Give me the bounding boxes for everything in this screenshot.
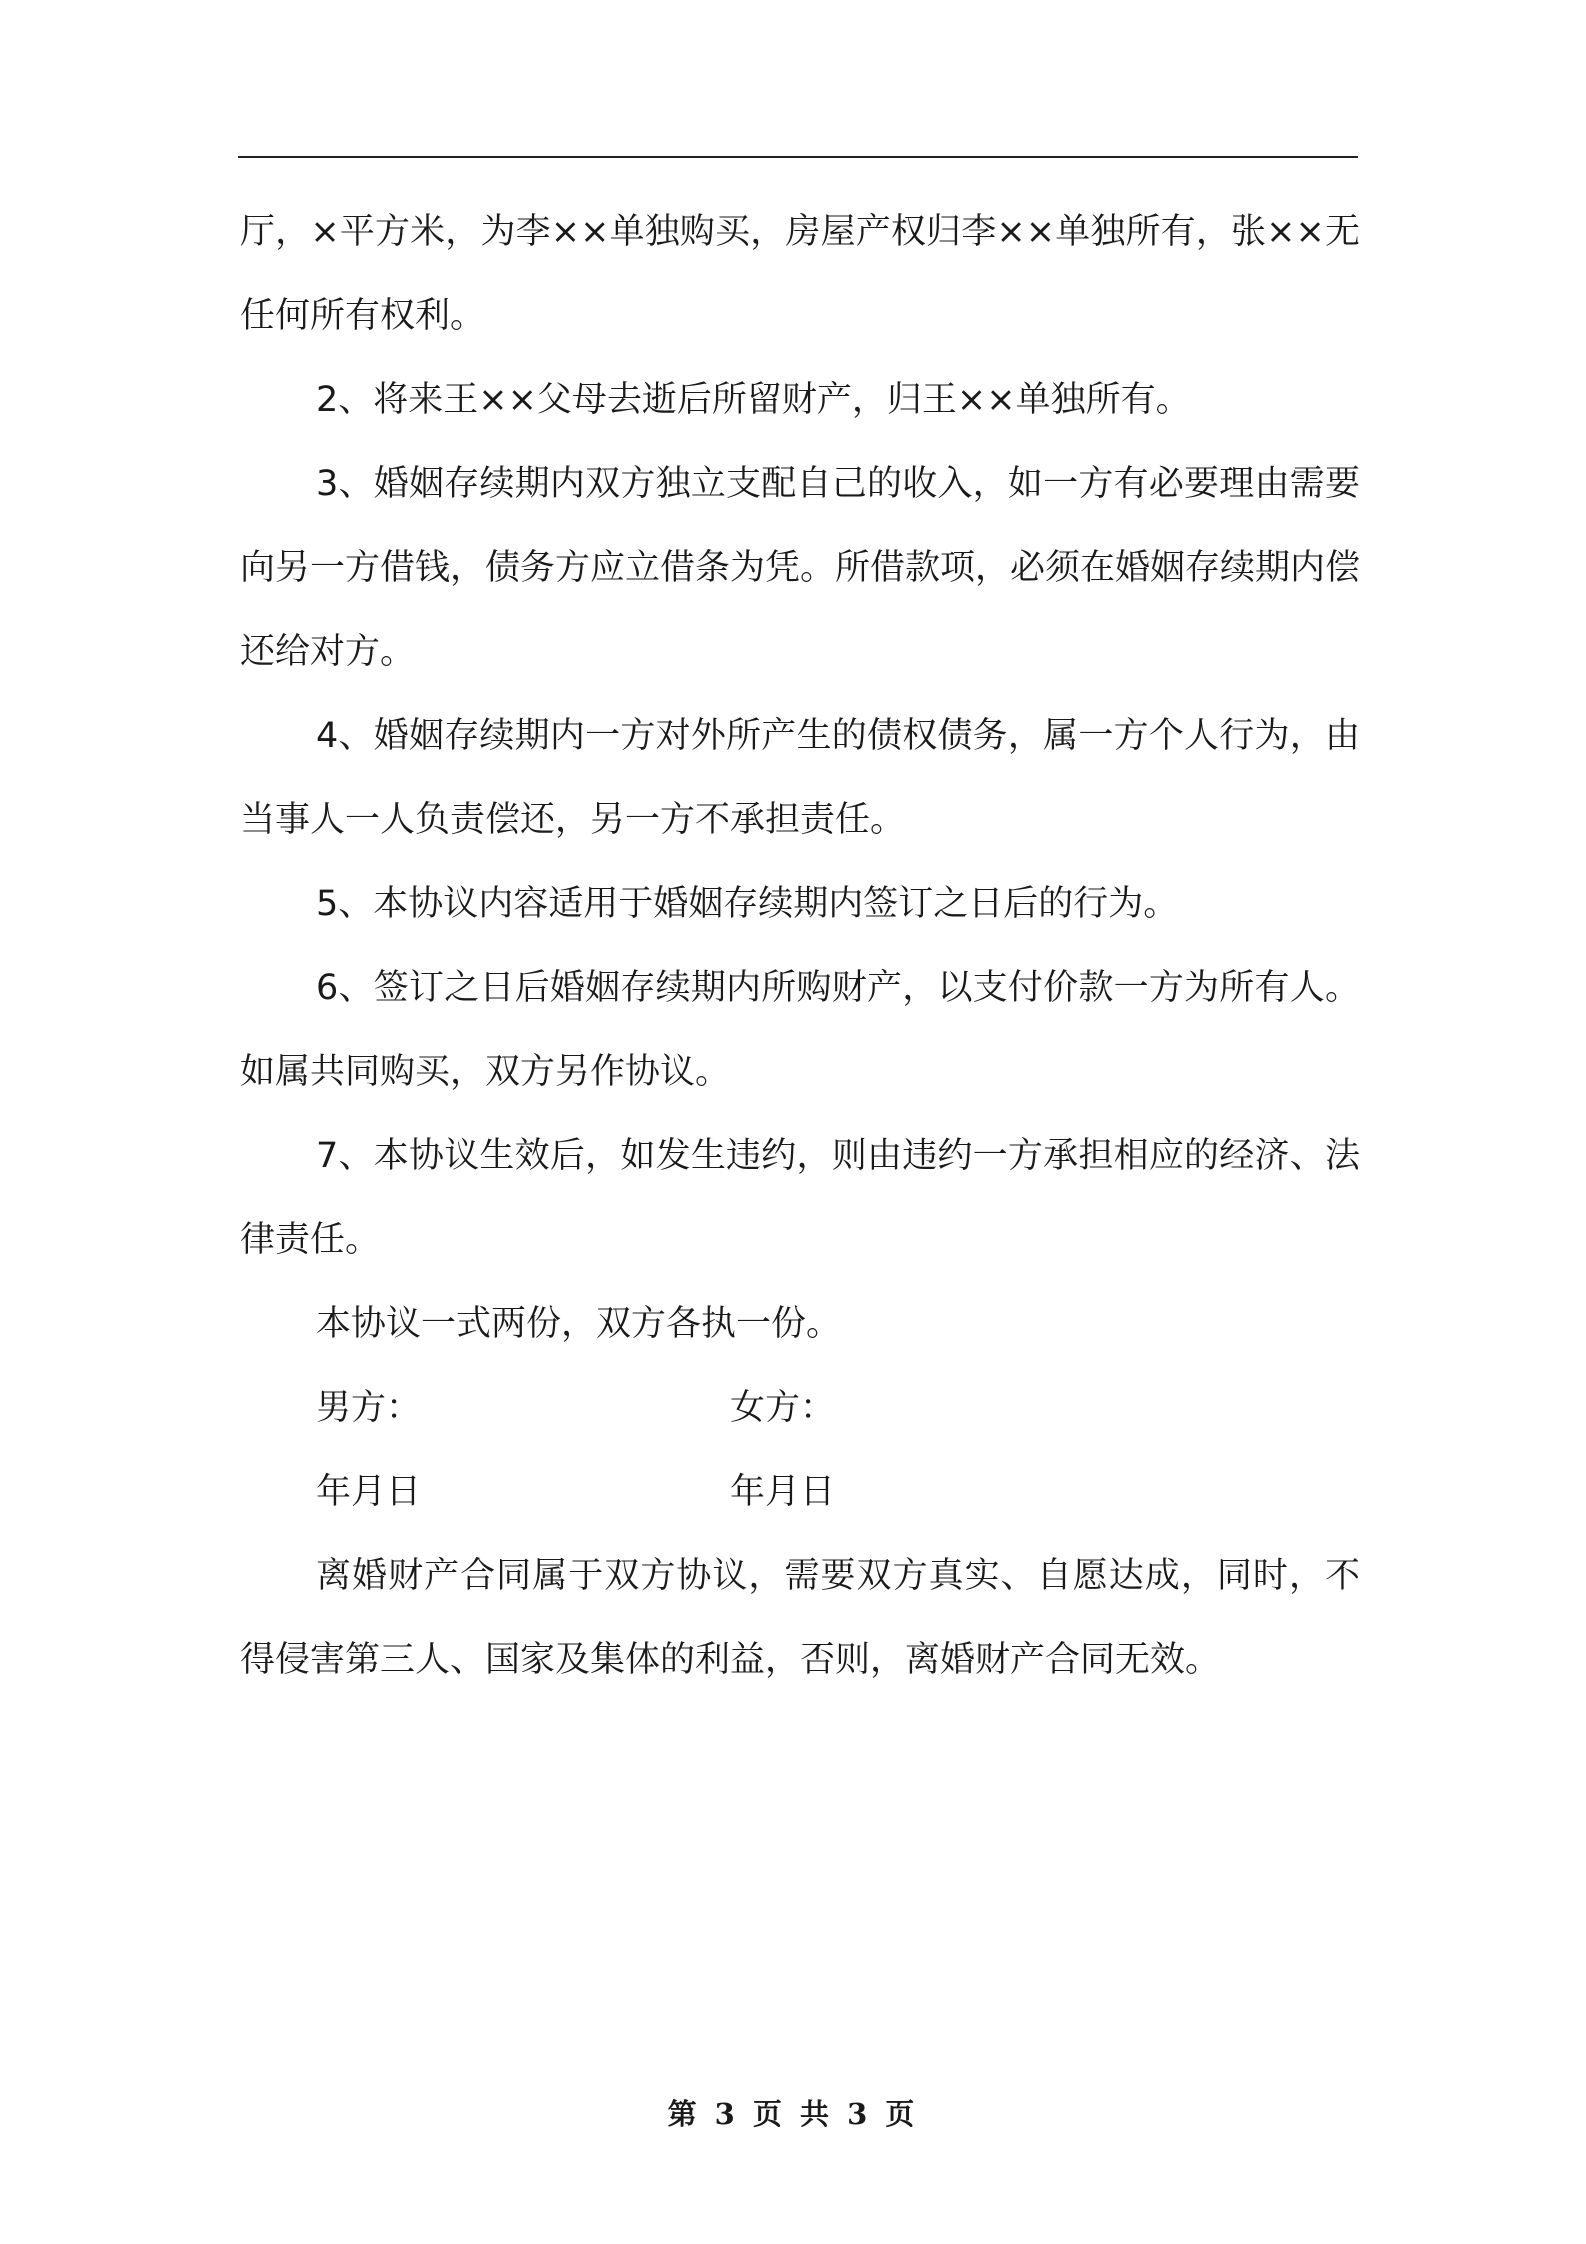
page-number-footer: 第 3 页 共 3 页 [667, 2097, 919, 2131]
paragraph-closing-note: 离婚财产合同属于双方协议，需要双方真实、自愿达成，同时，不得侵害第三人、国家及集体的利益，否则，离婚财产合同无效。 [240, 1556, 1360, 1680]
female-date-label: 年月日 [730, 1472, 836, 1512]
male-signature-label: 男方： [316, 1388, 422, 1428]
header-rule [238, 156, 1358, 158]
paragraph-property-continuation: 厅，×平方米，为李××单独购买，房屋产权归李××单独所有，张××无任何所有权利。 [240, 212, 1360, 336]
document-body [240, 190, 1360, 1702]
paragraph-clause-7: 7、本协议生效后，如发生违约，则由违约一方承担相应的经济、法律责任。 [240, 1136, 1360, 1260]
paragraph-clause-6: 6、签订之日后婚姻存续期内所购财产，以支付价款一方为所有人。如属共同购买，双方另作协议。 [240, 968, 1360, 1092]
female-signature-label: 女方： [730, 1388, 836, 1428]
male-date-label: 年月日 [316, 1472, 422, 1512]
paragraph-clause-3: 3、婚姻存续期内双方独立支配自己的收入，如一方有必要理由需要向另一方借钱，债务方应立借条为凭。所借款项，必须在婚姻存续期内偿还给对方。 [240, 464, 1361, 672]
signature-row [240, 1366, 1360, 1450]
paragraph-clause-2: 2、将来王××父母去逝后所留财产，归王××单独所有。 [316, 380, 1191, 420]
paragraph-clause-5: 5、本协议内容适用于婚姻存续期内签订之日后的行为。 [316, 884, 1179, 924]
date-row [240, 1450, 1360, 1534]
paragraph-copies: 本协议一式两份，双方各执一份。 [316, 1304, 842, 1344]
paragraph-clause-4: 4、婚姻存续期内一方对外所产生的债权债务，属一方个人行为，由当事人一人负责偿还，另一方不承担责任。 [240, 716, 1360, 840]
